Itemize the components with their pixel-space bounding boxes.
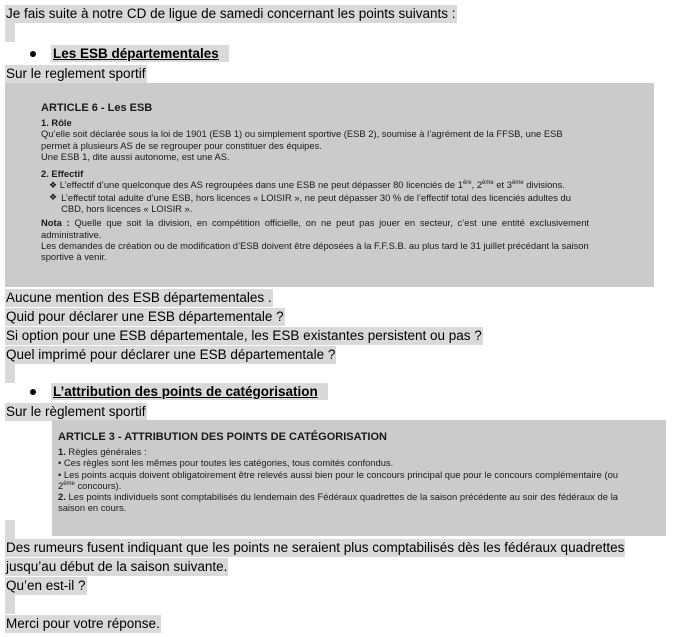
section2-ref-line: Sur le règlement sportif xyxy=(6,404,146,419)
question-line: Aucune mention des ESB départementales . xyxy=(6,290,272,305)
nota-paragraph: Nota : Quelle que soit la division, en compétition officielle, on ne peut pas jouer en secteur, c’est une entité exclusivement administrative. xyxy=(41,217,590,240)
star-bullet-icon: ❖ xyxy=(49,191,58,202)
rules-heading: 1. Règles générales : xyxy=(58,446,147,457)
role-paragraph-2: Une ESB 1, dite aussi autonome, est une AS. xyxy=(41,150,230,162)
rumor-line-2: jusqu’au début de la saison suivante. xyxy=(6,559,228,574)
section2-heading: L’attribution des points de catégorisation xyxy=(51,383,328,400)
point-2-paragraph: 2. Les points individuels sont comptabilisés du lendemain des Fédéraux quadrettes de la saison précédente au soir des fédéraux de la saison en cours. xyxy=(58,491,618,514)
empty-line xyxy=(5,520,15,539)
article6-excerpt xyxy=(5,83,654,287)
effectif-item-1: ❖ L’effectif d’une quelconque des AS regroupées dans une ESB ne peut dépasser 80 licenciés de 1ère, 2ème et 3ème divisions. xyxy=(49,179,565,191)
article3-excerpt xyxy=(52,420,666,536)
effectif-item-2: ❖ L’effectif total adulte d’une ESB, hors licences « LOISIR », ne peut dépasser 30 % de l’effectif total des licenciés adultes du CBD, hors licences « LOISIR ». xyxy=(49,191,571,215)
bullet-icon xyxy=(30,51,36,57)
bullet-icon xyxy=(30,389,36,395)
article3-title: ARTICLE 3 - ATTRIBUTION DES POINTS DE CATÉGORISATION xyxy=(58,431,387,443)
intro-line: Je fais suite à notre CD de ligue de samedi concernant les points suivants : xyxy=(6,6,456,21)
empty-line xyxy=(5,595,15,614)
star-bullet-icon: ❖ xyxy=(49,180,58,191)
question-line: Si option pour une ESB départementale, les ESB existantes persistent ou pas ? xyxy=(6,328,482,343)
article6-title: ARTICLE 6 - Les ESB xyxy=(41,102,153,114)
closing-line: Merci pour votre réponse. xyxy=(6,616,160,631)
question-line: Quel imprimé pour déclarer une ESB départementale ? xyxy=(6,347,336,362)
rumor-line-1: Des rumeurs fusent indiquant que les points ne seraient plus comptabilisés dès les fédéraux quadrettes xyxy=(6,540,625,555)
section1-heading: Les ESB départementales xyxy=(51,45,229,62)
rule-item-2: • Les points acquis doivent obligatoirement être relevés aussi bien pour le concours principal que pour le concours complémentaire (ou 2ème concours). xyxy=(58,468,618,491)
role-heading: 1. Rôle xyxy=(41,117,72,128)
effectif-heading: 2. Effectif xyxy=(41,168,84,180)
section1-ref-line: Sur le reglement sportif xyxy=(6,66,146,81)
role-paragraph: Qu’elle soit déclarée sous la loi de 1901 (ESB 1) ou simplement sportive (ESB 2), soumise à l’agrément de la FFSB, une ESB permet à plusieurs AS de se regrouper pour constituer des équipes. xyxy=(41,128,563,151)
empty-line xyxy=(5,23,15,42)
question-line: Quid pour déclarer une ESB départementale ? xyxy=(6,309,284,324)
empty-line xyxy=(5,364,15,383)
rule-item-1: • Ces règles sont les mêmes pour toutes les catégories, tous comités confondus. xyxy=(58,457,394,469)
question-line: Qu’en est-il ? xyxy=(6,578,86,593)
deadline-paragraph: Les demandes de création ou de modification d’ESB doivent être déposées à la F.F.S.B. au plus tard le 31 juillet précédant la saison sportive à venir. xyxy=(41,239,589,263)
